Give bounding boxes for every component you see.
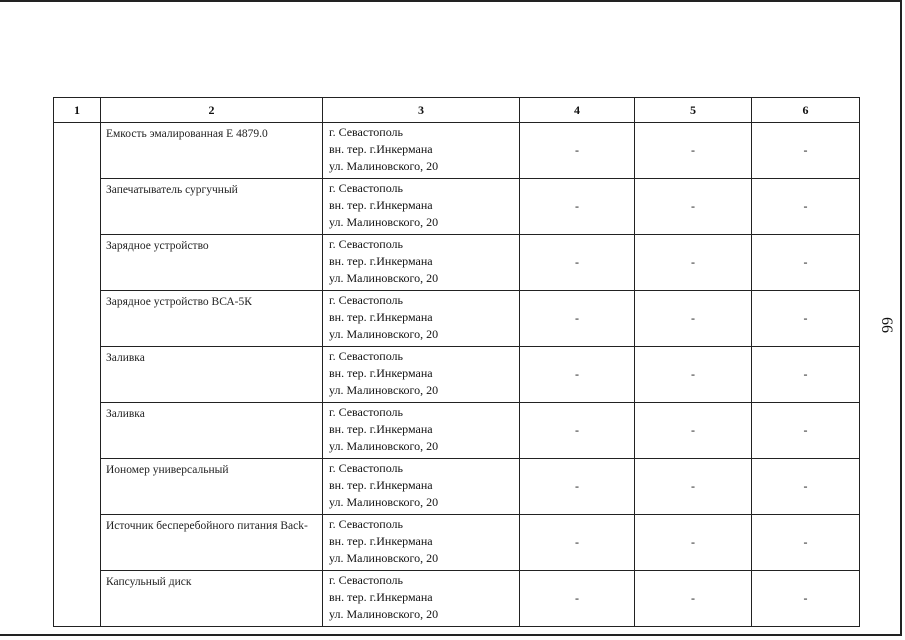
address-line-street: ул. Малиновского, 20: [329, 159, 439, 173]
item-name: Заливка: [101, 347, 323, 403]
address-line-city: г. Севастополь: [329, 461, 404, 475]
cell-col5: -: [635, 515, 752, 571]
item-name: Емкость эмалированная Е 4879.0: [101, 123, 323, 179]
column-header-4: 4: [520, 98, 635, 123]
cell-col6: -: [752, 179, 860, 235]
cell-col6: -: [752, 123, 860, 179]
cell-col5: -: [635, 123, 752, 179]
cell-col4: -: [520, 515, 635, 571]
item-address: [323, 515, 520, 571]
item-name: Источник бесперебойного питания Back-: [101, 515, 323, 571]
address-line-city: г. Севастополь: [329, 405, 404, 419]
column-header-5: 5: [635, 98, 752, 123]
item-name: Зарядное устройство ВСА-5К: [101, 291, 323, 347]
address-line-street: ул. Малиновского, 20: [329, 271, 439, 285]
address-line-street: ул. Малиновского, 20: [329, 383, 439, 397]
address-line-city: г. Севастополь: [329, 181, 404, 195]
table-row: [54, 291, 860, 347]
item-name: Капсульный диск: [101, 571, 323, 627]
address-line-street: ул. Малиновского, 20: [329, 551, 439, 565]
cell-col6: -: [752, 291, 860, 347]
cell-col4: -: [520, 291, 635, 347]
address-line-city: г. Севастополь: [329, 293, 404, 307]
column-header-2: 2: [101, 98, 323, 123]
item-name: Иономер универсальный: [101, 459, 323, 515]
address-line-territory: вн. тер. г.Инкермана: [329, 254, 433, 268]
item-address: [323, 403, 520, 459]
cell-col6: -: [752, 515, 860, 571]
cell-col6: -: [752, 403, 860, 459]
address-line-street: ул. Малиновского, 20: [329, 215, 439, 229]
item-name: Зарядное устройство: [101, 235, 323, 291]
address-line-territory: вн. тер. г.Инкермана: [329, 534, 433, 548]
cell-col6: -: [752, 571, 860, 627]
index-cell: [54, 123, 101, 627]
page-number: 66: [878, 317, 895, 333]
cell-col5: -: [635, 459, 752, 515]
cell-col4: -: [520, 459, 635, 515]
address-line-city: г. Севастополь: [329, 125, 404, 139]
cell-col5: -: [635, 235, 752, 291]
item-address: [323, 347, 520, 403]
address-line-street: ул. Малиновского, 20: [329, 607, 439, 621]
address-line-territory: вн. тер. г.Инкермана: [329, 590, 433, 604]
cell-col6: -: [752, 347, 860, 403]
item-name: Запечатыватель сургучный: [101, 179, 323, 235]
table-row: [54, 515, 860, 571]
inventory-table: [53, 97, 860, 627]
address-line-territory: вн. тер. г.Инкермана: [329, 422, 433, 436]
address-line-city: г. Севастополь: [329, 237, 404, 251]
table-row: [54, 571, 860, 627]
cell-col4: -: [520, 571, 635, 627]
item-address: [323, 459, 520, 515]
cell-col5: -: [635, 179, 752, 235]
cell-col5: -: [635, 291, 752, 347]
address-line-city: г. Севастополь: [329, 517, 404, 531]
address-line-territory: вн. тер. г.Инкермана: [329, 310, 433, 324]
table-row: [54, 403, 860, 459]
column-header-3: 3: [323, 98, 520, 123]
address-line-street: ул. Малиновского, 20: [329, 495, 439, 509]
address-line-city: г. Севастополь: [329, 349, 404, 363]
item-name: Заливка: [101, 403, 323, 459]
address-line-territory: вн. тер. г.Инкермана: [329, 366, 433, 380]
cell-col4: -: [520, 123, 635, 179]
item-address: [323, 291, 520, 347]
column-header-6: 6: [752, 98, 860, 123]
cell-col6: -: [752, 235, 860, 291]
table-row: [54, 459, 860, 515]
cell-col4: -: [520, 179, 635, 235]
cell-col4: -: [520, 235, 635, 291]
address-line-city: г. Севастополь: [329, 573, 404, 587]
address-line-street: ул. Малиновского, 20: [329, 439, 439, 453]
item-address: [323, 123, 520, 179]
address-line-street: ул. Малиновского, 20: [329, 327, 439, 341]
address-line-territory: вн. тер. г.Инкермана: [329, 478, 433, 492]
cell-col4: -: [520, 403, 635, 459]
cell-col5: -: [635, 571, 752, 627]
column-header-1: 1: [54, 98, 101, 123]
item-address: [323, 179, 520, 235]
table-row: [54, 235, 860, 291]
header-row: [54, 98, 860, 123]
cell-col4: -: [520, 347, 635, 403]
table-row: [54, 123, 860, 179]
item-address: [323, 571, 520, 627]
item-address: [323, 235, 520, 291]
table-row: [54, 347, 860, 403]
table-row: [54, 179, 860, 235]
address-line-territory: вн. тер. г.Инкермана: [329, 198, 433, 212]
cell-col5: -: [635, 347, 752, 403]
cell-col5: -: [635, 403, 752, 459]
cell-col6: -: [752, 459, 860, 515]
address-line-territory: вн. тер. г.Инкермана: [329, 142, 433, 156]
